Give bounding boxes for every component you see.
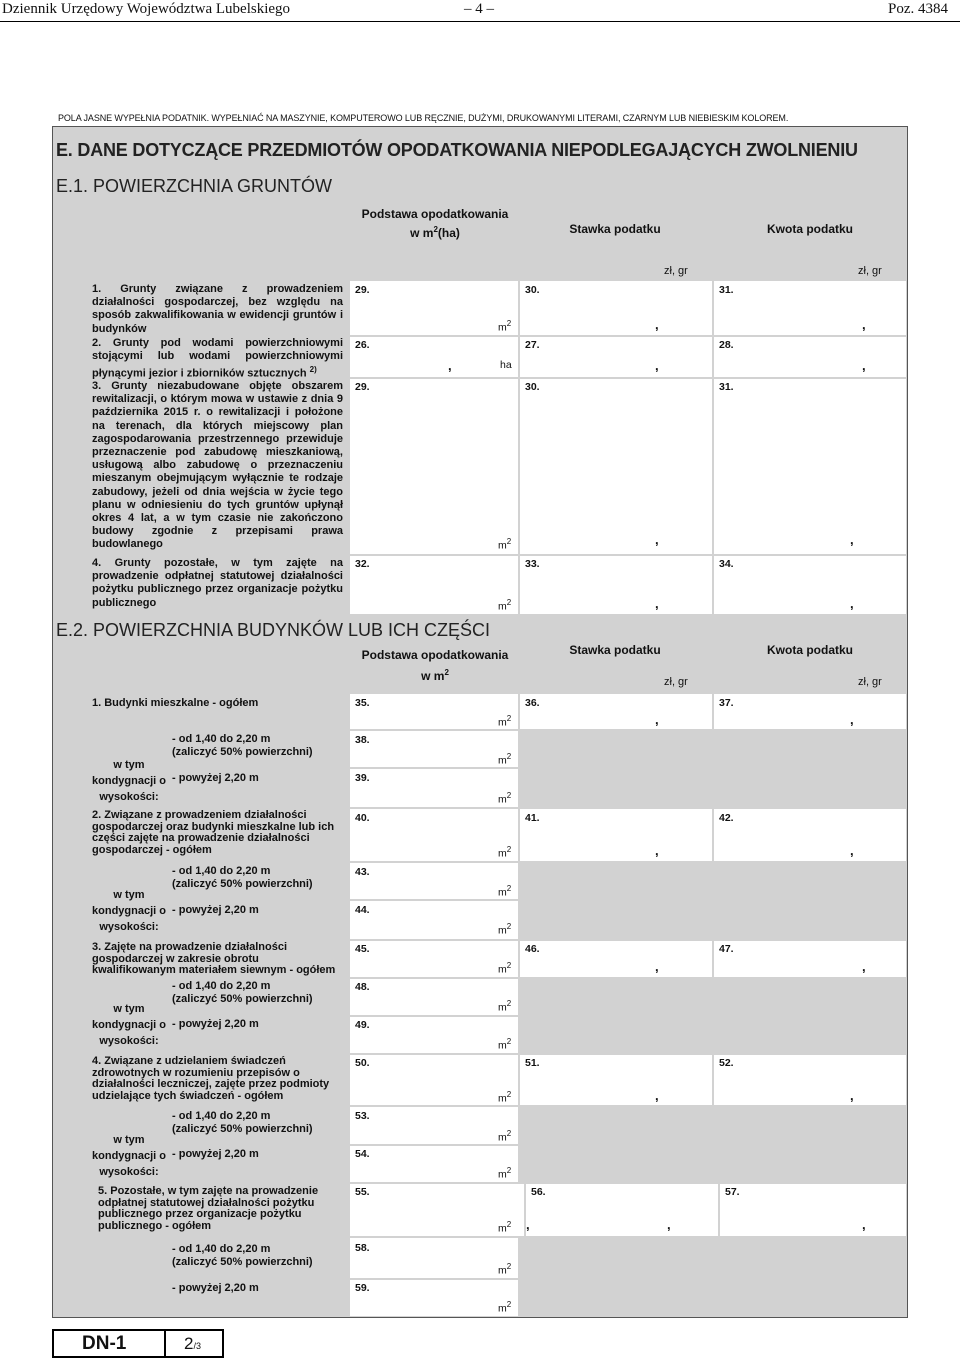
decimal-comma: ,: [655, 1088, 659, 1103]
field-number: 58.: [355, 1242, 370, 1254]
e1-col-base-header: Podstawa opodatkowania w $m^2(ha)$: [361, 207, 509, 240]
field-number: 26.: [355, 339, 370, 351]
field-53[interactable]: [350, 1107, 518, 1144]
unit-m2: $m^2$: [498, 999, 512, 1014]
form-footer: [52, 1329, 224, 1358]
field-number: 28.: [719, 339, 734, 351]
decimal-comma: ,: [850, 712, 854, 727]
decimal-comma: ,: [862, 959, 866, 974]
field-number: 47.: [719, 943, 734, 955]
field-48[interactable]: [350, 979, 518, 1015]
decimal-comma: ,: [526, 1217, 530, 1232]
e2-row2-label: 2. Związane z prowadzeniem działalności gospodarczej oraz budynki mieszkalne lub ich części zajęte na prowadzenie działalności gospodarczej - ogółem: [92, 809, 335, 856]
journal-title: Dziennik Urzędowy Województwa Lubelskiego: [2, 1, 291, 17]
field-28[interactable]: [714, 337, 906, 377]
field-45[interactable]: [350, 941, 518, 977]
field-number: 52.: [719, 1057, 734, 1069]
decimal-comma: ,: [655, 358, 659, 373]
e1-row2-label: 2. Grunty pod wodami powierzchniowymi stojącymi lub wodami powierzchniowymi płynącymi jezior i zbiorników sztucznych $^{2)}$: [92, 337, 343, 381]
field-47[interactable]: [714, 941, 906, 977]
page-number: – 4 –: [464, 1, 494, 17]
field-number: 39.: [355, 772, 370, 784]
field-41[interactable]: [520, 809, 712, 861]
section-e2-title: E.2. POWIERZCHNIA BUDYNKÓW LUB ICH CZĘŚCI: [56, 620, 491, 640]
e2-row1-wtym: w tym kondygnacji o wysokości:: [92, 759, 166, 803]
decimal-comma: ,: [655, 712, 659, 727]
field-number: 54.: [355, 1148, 370, 1160]
unit-m2: $m^2$: [498, 319, 512, 334]
field-58[interactable]: [350, 1238, 518, 1278]
field-57[interactable]: [720, 1184, 906, 1236]
field-49[interactable]: [350, 1017, 518, 1053]
field-39[interactable]: [350, 769, 518, 807]
unit-m2: $m^2$: [498, 922, 512, 937]
field-43[interactable]: [350, 863, 518, 899]
field-32[interactable]: [350, 556, 518, 614]
decimal-comma: ,: [862, 358, 866, 373]
unit-m2: $m^2$: [498, 1037, 512, 1052]
e2-row4-label: 4. Związane z udzielaniem świadczeń zdrowotnych w rozumieniu przepisów o działalności leczniczej, zajęte przez podmioty udzielające tych świadczeń - ogółem: [92, 1055, 330, 1102]
unit-m2: $m^2$: [498, 598, 512, 613]
decimal-comma: ,: [862, 1217, 866, 1232]
e2-row5-sub-b: - powyżej 2,20 m: [172, 1282, 259, 1294]
e2-row3-wtym: w tym kondygnacji o wysokości:: [92, 1003, 166, 1047]
e1-col-amount-header: Kwota podatku: [767, 222, 853, 236]
field-number: 46.: [525, 943, 540, 955]
e2-row1-sub-a: - od 1,40 do 2,20 m (zaliczyć 50% powierzchni): [172, 733, 313, 759]
field-number: 30.: [525, 381, 540, 393]
field-29a[interactable]: [350, 281, 518, 335]
decimal-comma: ,: [850, 596, 854, 611]
field-38[interactable]: [350, 731, 518, 767]
unit-m2: $m^2$: [498, 884, 512, 899]
field-44[interactable]: [350, 901, 518, 939]
field-34[interactable]: [714, 556, 906, 614]
field-51[interactable]: [520, 1055, 712, 1105]
page-header: [0, 0, 960, 22]
field-number: 57.: [725, 1186, 740, 1198]
field-number: 51.: [525, 1057, 540, 1069]
field-35[interactable]: [350, 694, 518, 729]
field-number: 33.: [525, 558, 540, 570]
e2-col-base-header: Podstawa opodatkowania w $m^2$: [361, 648, 509, 683]
unit-m2: $m^2$: [498, 1220, 512, 1235]
e2-col-amount-header: Kwota podatku: [767, 643, 853, 657]
field-number: 34.: [719, 558, 734, 570]
field-54[interactable]: [350, 1146, 518, 1182]
field-number: 31.: [719, 381, 734, 393]
footer-divider: [164, 1331, 166, 1356]
unit-m2: $m^2$: [498, 961, 512, 976]
field-number: 30.: [525, 284, 540, 296]
field-number: 35.: [355, 697, 370, 709]
decimal-comma: ,: [850, 843, 854, 858]
field-number: 29.: [355, 284, 370, 296]
unit-m2: $m^2$: [498, 1262, 512, 1277]
e2-row2-wtym: w tym kondygnacji o wysokości:: [92, 889, 166, 933]
section-e1-title: E.1. POWIERZCHNIA GRUNTÓW: [56, 176, 333, 196]
e2-row5-label: 5. Pozostałe, w tym zajęte na prowadzenie odpłatnej statutowej działalności pożytku publicznego przez organizacje pożytku publicznego - ogółem: [98, 1185, 319, 1232]
field-56[interactable]: [526, 1184, 718, 1236]
decimal-comma: ,: [862, 317, 866, 332]
field-number: 59.: [355, 1282, 370, 1294]
unit-m2: $m^2$: [498, 714, 512, 729]
field-number: 56.: [531, 1186, 546, 1198]
e2-row2-sub-a: - od 1,40 do 2,20 m (zaliczyć 50% powierzchni): [172, 865, 313, 891]
field-33[interactable]: [520, 556, 712, 614]
field-number: 37.: [719, 697, 734, 709]
field-31a[interactable]: [714, 281, 906, 335]
unit-m2: $m^2$: [498, 1129, 512, 1144]
field-number: 43.: [355, 866, 370, 878]
e2-row1-label: 1. Budynki mieszkalne - ogółem: [92, 697, 259, 709]
field-number: 49.: [355, 1019, 370, 1031]
decimal-comma: ,: [850, 1088, 854, 1103]
e2-row4-sub-b: - powyżej 2,20 m: [172, 1148, 259, 1160]
field-number: 29.: [355, 381, 370, 393]
unit-m2: $m^2$: [498, 1090, 512, 1105]
field-52[interactable]: [714, 1055, 906, 1105]
unit-m2: $m^2$: [498, 1166, 512, 1181]
e1-zl-gr-amount: zł, gr: [858, 265, 882, 277]
position-number: Poz. 4384: [888, 1, 948, 17]
unit-m2: $m^2$: [498, 537, 512, 552]
e2-row4-sub-a: - od 1,40 do 2,20 m (zaliczyć 50% powierzchni): [172, 1110, 313, 1136]
field-number: 44.: [355, 904, 370, 916]
e1-row3-label: 3. Grunty niezabudowane objęte obszarem rewitalizacji, o którym mowa w ustawie z dnia 9 października 2015 r. o rewitalizacji i położone na terenach, dla których miejscowy plan zagospodarowania przestrzennego przewiduje przeznaczenie pod zabudowę mieszkaniową, usługową albo zabudowę o przeznaczeniu mieszanym obejmującym wyłącznie te rodzaje zabudowy, jeżeli od dnia wejścia w życie tego planu w odniesieniu do tych gruntów upłynął okres 4 lat, a w tym czasie nie zakończono budowy zgodnie z przepisami prawa budowlanego: [92, 380, 343, 551]
field-59[interactable]: [350, 1280, 518, 1316]
field-number: 32.: [355, 558, 370, 570]
form-code: DN-1: [82, 1333, 127, 1354]
footer-page: 2/3: [184, 1334, 201, 1353]
e2-row3-sub-a: - od 1,40 do 2,20 m (zaliczyć 50% powierzchni): [172, 980, 313, 1006]
field-26[interactable]: [350, 337, 518, 377]
field-number: 41.: [525, 812, 540, 824]
e2-row1-sub-b: - powyżej 2,20 m: [172, 772, 259, 784]
decimal-comma: ,: [850, 532, 854, 547]
e2-row3-label: 3. Zajęte na prowadzenie działalności gospodarczej w zakresie obrotu kwalifikowanym materiałem siewnym - ogółem: [92, 941, 336, 976]
field-42[interactable]: [714, 809, 906, 861]
decimal-comma: ,: [448, 358, 452, 373]
field-31b[interactable]: [714, 379, 906, 554]
unit-m2: $m^2$: [498, 1300, 512, 1315]
field-27[interactable]: [520, 337, 712, 377]
decimal-comma: ,: [655, 532, 659, 547]
e2-row2-sub-b: - powyżej 2,20 m: [172, 904, 259, 916]
decimal-comma: ,: [667, 1217, 671, 1232]
field-29b[interactable]: [350, 379, 518, 554]
e2-row5-sub-a: - od 1,40 do 2,20 m (zaliczyć 50% powierzchni): [172, 1243, 313, 1269]
e1-col-rate-header: Stawka podatku: [569, 222, 661, 236]
decimal-comma: ,: [655, 843, 659, 858]
field-number: 55.: [355, 1186, 370, 1198]
unit-m2: $m^2$: [498, 752, 512, 767]
e2-row4-wtym: w tym kondygnacji o wysokości:: [92, 1134, 166, 1178]
field-number: 50.: [355, 1057, 370, 1069]
section-e-title: E. DANE DOTYCZĄCE PRZEDMIOTÓW OPODATKOWANIA NIEPODLEGAJĄCYCH ZWOLNIENIU: [56, 140, 858, 160]
field-number: 31.: [719, 284, 734, 296]
field-number: 36.: [525, 697, 540, 709]
fill-instruction: POLA JASNE WYPEŁNIA PODATNIK. WYPEŁNIAĆ NA MASZYNIE, KOMPUTEROWO LUB RĘCZNIE, DUŻYMI, DRUKOWANYMI LITERAMI, CZARNYM LUB NIEBIESKIM KOLOREM.: [58, 113, 789, 123]
field-50[interactable]: [350, 1055, 518, 1105]
field-number: 40.: [355, 812, 370, 824]
field-30a[interactable]: [520, 281, 712, 335]
e1-zl-gr-rate: zł, gr: [664, 265, 688, 277]
field-46[interactable]: [520, 941, 712, 977]
field-number: 38.: [355, 734, 370, 746]
field-37[interactable]: [714, 694, 906, 729]
e1-row4-label: 4. Grunty pozostałe, w tym zajęte na prowadzenie odpłatnej statutowej działalności pożytku publicznego przez organizacje pożytku publicznego: [92, 557, 343, 609]
field-number: 48.: [355, 981, 370, 993]
unit-ha: ha: [500, 359, 512, 371]
field-number: 42.: [719, 812, 734, 824]
unit-m2: $m^2$: [498, 845, 512, 860]
unit-m2: $m^2$: [498, 791, 512, 806]
decimal-comma: ,: [655, 959, 659, 974]
field-30b[interactable]: [520, 379, 712, 554]
decimal-comma: ,: [655, 317, 659, 332]
field-number: 45.: [355, 943, 370, 955]
e2-zl-gr-amount: zł, gr: [858, 676, 882, 688]
e2-col-rate-header: Stawka podatku: [569, 643, 661, 657]
field-36[interactable]: [520, 694, 712, 729]
field-40[interactable]: [350, 809, 518, 861]
e2-row3-sub-b: - powyżej 2,20 m: [172, 1018, 259, 1030]
field-number: 53.: [355, 1110, 370, 1122]
e2-zl-gr-rate: zł, gr: [664, 676, 688, 688]
field-number: 27.: [525, 339, 540, 351]
decimal-comma: ,: [655, 596, 659, 611]
e1-row1-label: 1. Grunty związane z prowadzeniem działalności gospodarczej, bez względu na sposób zakwalifikowania w ewidencji gruntów i budynków: [92, 283, 343, 335]
